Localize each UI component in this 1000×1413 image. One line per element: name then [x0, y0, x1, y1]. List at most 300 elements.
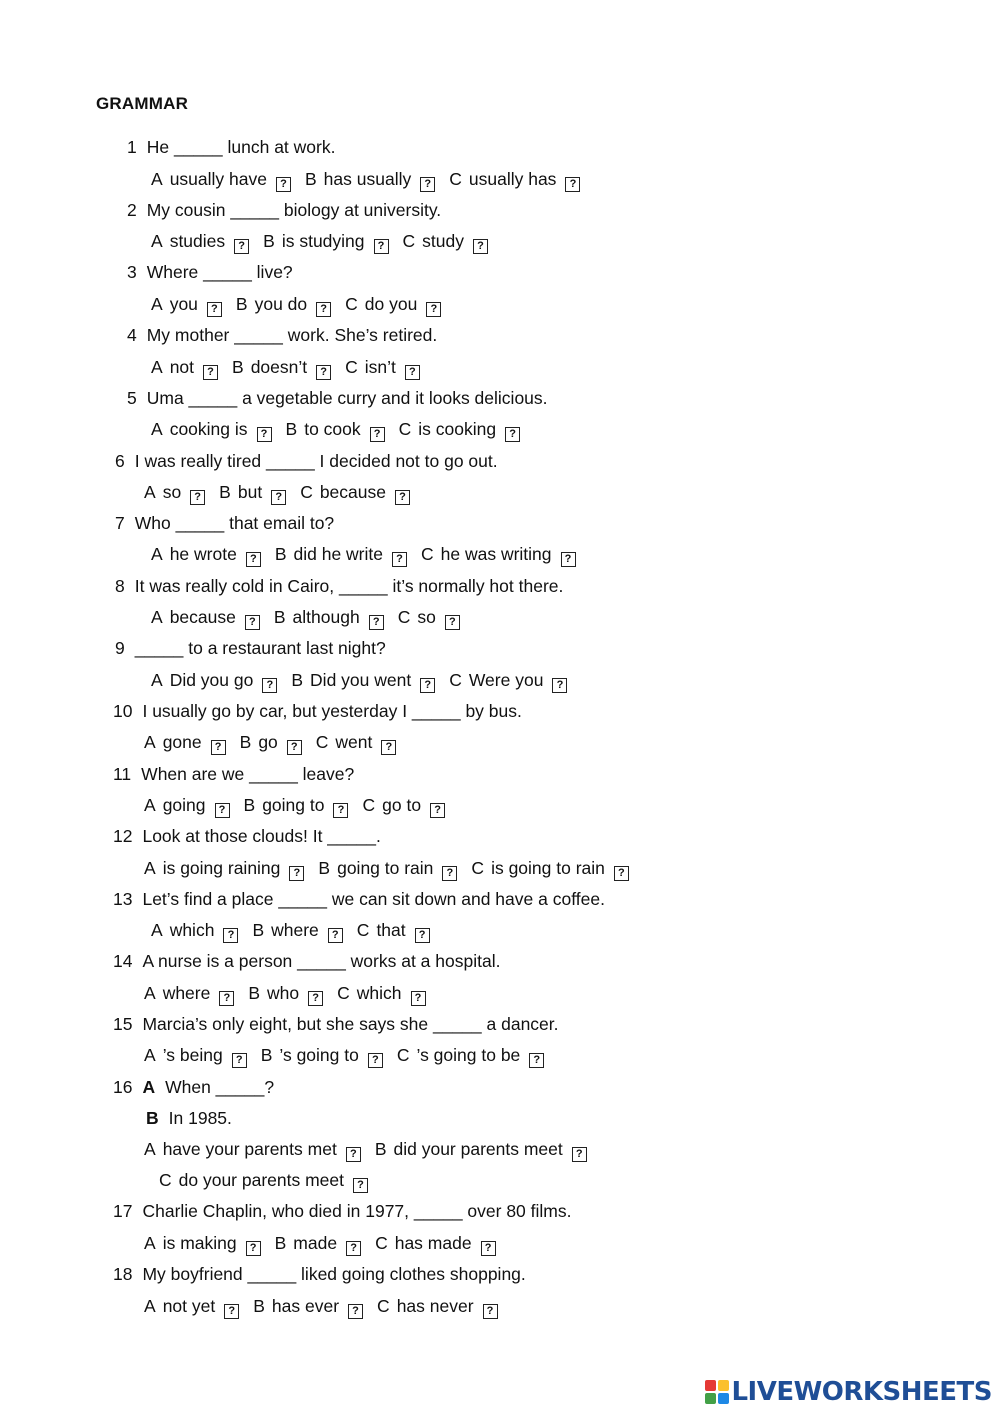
option-b: [286, 418, 385, 442]
question-text: Where _____ live?: [146, 262, 293, 282]
option-letter: B: [274, 1233, 287, 1253]
option-a: [151, 230, 249, 254]
option-letter: B: [260, 1045, 273, 1065]
option-text: go to: [382, 795, 422, 815]
option-letter: B: [273, 607, 286, 627]
option-a: [144, 982, 234, 1006]
option-b: [375, 1138, 587, 1162]
option-text: is going raining: [162, 858, 281, 878]
option-text: do your parents meet: [178, 1170, 345, 1190]
option-b: [232, 356, 331, 380]
badge-square-blue: [718, 1393, 729, 1404]
question-11: [113, 763, 354, 785]
option-text: is making: [162, 1233, 237, 1253]
question-10: [113, 700, 522, 722]
option-text: you: [169, 294, 198, 314]
question-text: Marcia’s only eight, but she says she _____ a dancer.: [142, 1014, 559, 1034]
option-letter: A: [144, 1139, 156, 1159]
option-letter: C: [377, 1296, 390, 1316]
option-text: ’s being: [162, 1045, 223, 1065]
option-letter: A: [144, 732, 156, 752]
question-text: A nurse is a person _____ works at a hospital.: [142, 951, 501, 971]
option-letter: C: [397, 607, 411, 627]
answer-checkbox[interactable]: ?: [245, 615, 260, 630]
options-row: [151, 418, 534, 442]
option-a: [144, 857, 304, 881]
option-c: [398, 606, 460, 630]
liveworksheets-badge-icon: [705, 1380, 729, 1404]
answer-checkbox[interactable]: ?: [370, 427, 385, 442]
option-b: [236, 293, 331, 317]
option-c: [377, 1295, 498, 1319]
answer-checkbox[interactable]: ?: [426, 302, 441, 317]
option-text: has ever: [271, 1296, 340, 1316]
option-letter: C: [337, 983, 350, 1003]
option-letter: A: [144, 858, 156, 878]
question-number: 4: [127, 325, 137, 345]
question-3: [127, 261, 293, 283]
option-a: [151, 356, 218, 380]
answer-checkbox[interactable]: ?: [219, 991, 234, 1006]
option-c: [300, 481, 410, 505]
question-number: 9: [115, 638, 125, 658]
option-letter: A: [144, 1233, 156, 1253]
question-text: He _____ lunch at work.: [146, 137, 336, 157]
option-b: [318, 857, 457, 881]
answer-checkbox[interactable]: ?: [287, 740, 302, 755]
option-a: [144, 1044, 247, 1068]
option-letter: C: [398, 419, 412, 439]
option-a: [144, 794, 230, 818]
option-text: which: [169, 920, 215, 940]
question-text: Uma _____ a vegetable curry and it looks delicious.: [146, 388, 548, 408]
option-a: [151, 919, 238, 943]
option-text: ’s going to be: [416, 1045, 521, 1065]
option-text: did he write: [293, 544, 383, 564]
option-letter: B: [243, 795, 256, 815]
option-text: but: [237, 482, 263, 502]
option-c: [403, 230, 488, 254]
option-text: usually has: [468, 169, 557, 189]
question-text: My cousin _____ biology at university.: [146, 200, 442, 220]
option-c: [449, 168, 580, 192]
option-text: went: [335, 732, 373, 752]
question-5: [127, 387, 548, 409]
option-text: cooking is: [169, 419, 248, 439]
answer-checkbox[interactable]: ?: [572, 1147, 587, 1162]
question-number: 11: [113, 764, 132, 784]
option-text: although: [292, 607, 360, 627]
answer-checkbox[interactable]: ?: [368, 1053, 383, 1068]
dialog-line: [146, 1107, 232, 1129]
question-number: 8: [115, 576, 125, 596]
answer-checkbox[interactable]: ?: [289, 866, 304, 881]
option-b: [240, 731, 302, 755]
option-text: going to rain: [337, 858, 434, 878]
question-9: [115, 637, 386, 659]
answer-checkbox[interactable]: ?: [257, 427, 272, 442]
options-row: [144, 1295, 512, 1319]
answer-checkbox[interactable]: ?: [505, 427, 520, 442]
question-4: [127, 324, 437, 346]
answer-checkbox[interactable]: ?: [411, 991, 426, 1006]
badge-square-green: [705, 1393, 716, 1404]
option-letter: B: [291, 670, 304, 690]
option-letter: B: [304, 169, 317, 189]
option-b: [252, 919, 342, 943]
option-text: do you: [364, 294, 418, 314]
answer-checkbox[interactable]: ?: [565, 177, 580, 192]
option-letter: C: [315, 732, 329, 752]
option-text: made: [293, 1233, 338, 1253]
option-text: because: [319, 482, 386, 502]
dialog-text: In 1985.: [168, 1108, 232, 1128]
options-row: [151, 293, 455, 317]
option-text: he was writing: [440, 544, 552, 564]
question-17: [113, 1200, 571, 1222]
option-a: [144, 1295, 239, 1319]
question-13: [113, 888, 605, 910]
option-letter: A: [144, 1296, 156, 1316]
dialog-speaker: A: [142, 1077, 156, 1097]
option-text: isn’t: [364, 357, 396, 377]
answer-checkbox[interactable]: ?: [392, 552, 407, 567]
question-number: 1: [127, 137, 137, 157]
answer-checkbox[interactable]: ?: [203, 365, 218, 380]
question-2: [127, 199, 441, 221]
answer-checkbox[interactable]: ?: [353, 1178, 368, 1193]
option-b: [275, 1232, 361, 1256]
option-letter: B: [274, 544, 287, 564]
answer-checkbox[interactable]: ?: [415, 928, 430, 943]
answer-checkbox[interactable]: ?: [369, 615, 384, 630]
option-text: where: [162, 983, 211, 1003]
answer-checkbox[interactable]: ?: [405, 365, 420, 380]
answer-checkbox[interactable]: ?: [420, 177, 435, 192]
question-text: It was really cold in Cairo, _____ it’s normally hot there.: [134, 576, 564, 596]
question-number: 7: [115, 513, 125, 533]
option-letter: C: [300, 482, 313, 502]
option-text: have your parents met: [162, 1139, 337, 1159]
option-a: [151, 669, 277, 693]
answer-checkbox[interactable]: ?: [395, 490, 410, 505]
question-number: 10: [113, 701, 133, 721]
option-letter: C: [471, 858, 485, 878]
option-text: doesn’t: [250, 357, 308, 377]
option-text: studies: [169, 231, 226, 251]
option-text: he wrote: [169, 544, 237, 564]
options-row: [144, 1044, 558, 1068]
option-a: [151, 168, 291, 192]
answer-checkbox[interactable]: ?: [232, 1053, 247, 1068]
question-text: When are we _____ leave?: [141, 764, 355, 784]
option-letter: B: [219, 482, 231, 502]
answer-checkbox[interactable]: ?: [346, 1147, 361, 1162]
option-letter: A: [144, 482, 156, 502]
option-c: [337, 982, 425, 1006]
option-letter: B: [374, 1139, 387, 1159]
question-18: [113, 1263, 526, 1285]
option-b: [248, 982, 323, 1006]
option-b: [275, 543, 407, 567]
options-row: [151, 919, 444, 943]
answer-checkbox[interactable]: ?: [276, 177, 291, 192]
option-text: you do: [254, 294, 308, 314]
dialog-text: When _____?: [165, 1077, 275, 1097]
option-text: going to: [262, 795, 325, 815]
option-letter: C: [345, 357, 358, 377]
question-8: [115, 575, 563, 597]
question-text: My boyfriend _____ liked going clothes shopping.: [142, 1264, 526, 1284]
option-text: not: [169, 357, 195, 377]
option-text: which: [356, 983, 402, 1003]
option-letter: B: [318, 858, 331, 878]
option-text: go: [258, 732, 278, 752]
options-row: [151, 606, 474, 630]
option-c: [159, 1169, 368, 1193]
question-text: _____ to a restaurant last night?: [134, 638, 386, 658]
option-text: so: [417, 607, 436, 627]
option-c: [345, 293, 441, 317]
option-letter: B: [235, 294, 248, 314]
answer-checkbox[interactable]: ?: [529, 1053, 544, 1068]
option-letter: A: [151, 920, 163, 940]
option-text: is studying: [281, 231, 365, 251]
option-b: [261, 1044, 383, 1068]
options-row: [151, 168, 594, 192]
option-letter: B: [239, 732, 252, 752]
option-letter: C: [356, 920, 370, 940]
option-text: is cooking: [418, 419, 497, 439]
answer-checkbox[interactable]: ?: [445, 615, 460, 630]
option-text: that: [376, 920, 406, 940]
answer-checkbox[interactable]: ?: [442, 866, 457, 881]
option-text: because: [169, 607, 236, 627]
question-text: Look at those clouds! It _____.: [142, 826, 381, 846]
section-title: GRAMMAR: [96, 94, 189, 113]
question-14: [113, 950, 500, 972]
option-letter: A: [144, 1045, 156, 1065]
question-number: 16: [113, 1077, 133, 1097]
question-number: 5: [127, 388, 137, 408]
option-letter: A: [151, 294, 163, 314]
option-letter: A: [144, 795, 156, 815]
option-text: has made: [394, 1233, 472, 1253]
answer-checkbox[interactable]: ?: [473, 239, 488, 254]
option-a: [151, 418, 272, 442]
option-letter: A: [151, 169, 163, 189]
liveworksheets-logo: [705, 1377, 992, 1407]
liveworksheets-wordmark: LIVEWORKSHEETS: [731, 1377, 992, 1407]
options-row: [144, 731, 410, 755]
option-text: study: [422, 231, 464, 251]
option-letter: C: [449, 670, 462, 690]
option-c: [449, 669, 567, 693]
option-b: [305, 168, 435, 192]
option-c: [316, 731, 397, 755]
question-16: [113, 1076, 274, 1098]
question-number: 18: [113, 1264, 133, 1284]
question-text: Who _____ that email to?: [134, 513, 335, 533]
option-c: [397, 1044, 544, 1068]
answer-checkbox[interactable]: ?: [420, 678, 435, 693]
option-letter: A: [151, 607, 163, 627]
question-1: [127, 136, 335, 158]
option-letter: C: [159, 1170, 172, 1190]
question-number: 17: [113, 1201, 133, 1221]
question-number: 15: [113, 1014, 133, 1034]
option-letter: B: [263, 231, 275, 251]
answer-checkbox[interactable]: ?: [207, 302, 222, 317]
answer-checkbox[interactable]: ?: [481, 1241, 496, 1256]
options-row: [151, 669, 581, 693]
option-text: Did you went: [310, 670, 412, 690]
option-letter: B: [232, 357, 244, 377]
option-c: [362, 794, 445, 818]
option-a: [151, 543, 261, 567]
question-7: [115, 512, 334, 534]
answer-checkbox[interactable]: ?: [246, 1241, 261, 1256]
options-row: [151, 356, 434, 380]
answer-checkbox[interactable]: ?: [262, 678, 277, 693]
question-number: 13: [113, 889, 133, 909]
answer-checkbox[interactable]: ?: [211, 740, 226, 755]
option-a: [144, 1232, 261, 1256]
option-text: going: [162, 795, 206, 815]
option-letter: B: [285, 419, 298, 439]
options-row: [151, 230, 502, 254]
option-text: ’s going to: [279, 1045, 359, 1065]
option-text: is going to rain: [491, 858, 605, 878]
option-letter: A: [151, 544, 163, 564]
options-row: [151, 543, 590, 567]
option-text: has never: [396, 1296, 474, 1316]
option-letter: B: [252, 920, 265, 940]
option-c: [345, 356, 420, 380]
options-row: [159, 1169, 382, 1193]
question-number: 14: [113, 951, 133, 971]
option-text: gone: [162, 732, 202, 752]
question-number: 2: [127, 200, 137, 220]
answer-checkbox[interactable]: ?: [348, 1304, 363, 1319]
option-letter: C: [362, 795, 376, 815]
option-letter: B: [253, 1296, 265, 1316]
answer-checkbox[interactable]: ?: [316, 365, 331, 380]
answer-checkbox[interactable]: ?: [215, 803, 230, 818]
option-c: [357, 919, 430, 943]
option-a: [151, 293, 222, 317]
option-b: [253, 1295, 363, 1319]
badge-square-red: [705, 1380, 716, 1391]
option-letter: B: [248, 983, 261, 1003]
badge-square-yellow: [718, 1380, 729, 1391]
question-text: My mother _____ work. She’s retired.: [146, 325, 438, 345]
option-letter: C: [449, 169, 462, 189]
answer-checkbox[interactable]: ?: [316, 302, 331, 317]
answer-checkbox[interactable]: ?: [333, 803, 348, 818]
option-letter: C: [345, 294, 358, 314]
option-text: Did you go: [169, 670, 254, 690]
answer-checkbox[interactable]: ?: [190, 490, 205, 505]
options-row: [144, 1232, 510, 1256]
answer-checkbox[interactable]: ?: [308, 991, 323, 1006]
answer-checkbox[interactable]: ?: [223, 928, 238, 943]
option-letter: C: [421, 544, 434, 564]
option-c: [421, 543, 576, 567]
answer-checkbox[interactable]: ?: [271, 490, 286, 505]
answer-checkbox[interactable]: ?: [561, 552, 576, 567]
answer-checkbox[interactable]: ?: [430, 803, 445, 818]
answer-checkbox[interactable]: ?: [346, 1241, 361, 1256]
option-letter: A: [144, 983, 156, 1003]
question-6: [115, 450, 498, 472]
question-number: 3: [127, 262, 137, 282]
option-text: usually have: [169, 169, 267, 189]
option-b: [244, 794, 349, 818]
option-b: [291, 669, 435, 693]
question-text: Charlie Chaplin, who died in 1977, _____ over 80 films.: [142, 1201, 572, 1221]
option-a: [144, 1138, 361, 1162]
options-row: [144, 982, 440, 1006]
option-text: so: [162, 482, 182, 502]
question-15: [113, 1013, 559, 1035]
question-text: I usually go by car, but yesterday I _____ by bus.: [142, 701, 522, 721]
answer-checkbox[interactable]: ?: [381, 740, 396, 755]
option-letter: A: [151, 419, 163, 439]
option-letter: C: [402, 231, 416, 251]
option-text: has usually: [323, 169, 412, 189]
answer-checkbox[interactable]: ?: [234, 239, 249, 254]
option-b: [219, 481, 286, 505]
question-text: I was really tired _____ I decided not to go out.: [134, 451, 498, 471]
option-text: where: [271, 920, 319, 940]
options-row: [144, 794, 459, 818]
option-text: to cook: [304, 419, 361, 439]
option-c: [471, 857, 628, 881]
option-letter: C: [375, 1233, 388, 1253]
option-letter: C: [396, 1045, 410, 1065]
answer-checkbox[interactable]: ?: [614, 866, 629, 881]
question-number: 6: [115, 451, 125, 471]
answer-checkbox[interactable]: ?: [328, 928, 343, 943]
option-text: did your parents meet: [393, 1139, 563, 1159]
option-a: [144, 731, 226, 755]
option-c: [375, 1232, 496, 1256]
option-b: [274, 606, 384, 630]
option-letter: A: [151, 231, 163, 251]
option-b: [263, 230, 388, 254]
answer-checkbox[interactable]: ?: [374, 239, 389, 254]
option-a: [151, 606, 260, 630]
option-text: Were you: [468, 670, 544, 690]
option-letter: A: [151, 357, 163, 377]
option-a: [144, 481, 205, 505]
option-letter: A: [151, 670, 163, 690]
answer-checkbox[interactable]: ?: [483, 1304, 498, 1319]
question-text: Let’s find a place _____ we can sit down and have a coffee.: [142, 889, 605, 909]
answer-checkbox[interactable]: ?: [552, 678, 567, 693]
dialog-speaker: B: [146, 1108, 159, 1128]
answer-checkbox[interactable]: ?: [224, 1304, 239, 1319]
question-12: [113, 825, 381, 847]
options-row: [144, 1138, 601, 1162]
option-c: [399, 418, 520, 442]
question-number: 12: [113, 826, 133, 846]
answer-checkbox[interactable]: ?: [246, 552, 261, 567]
option-text: not yet: [162, 1296, 216, 1316]
options-row: [144, 857, 643, 881]
option-text: who: [267, 983, 300, 1003]
